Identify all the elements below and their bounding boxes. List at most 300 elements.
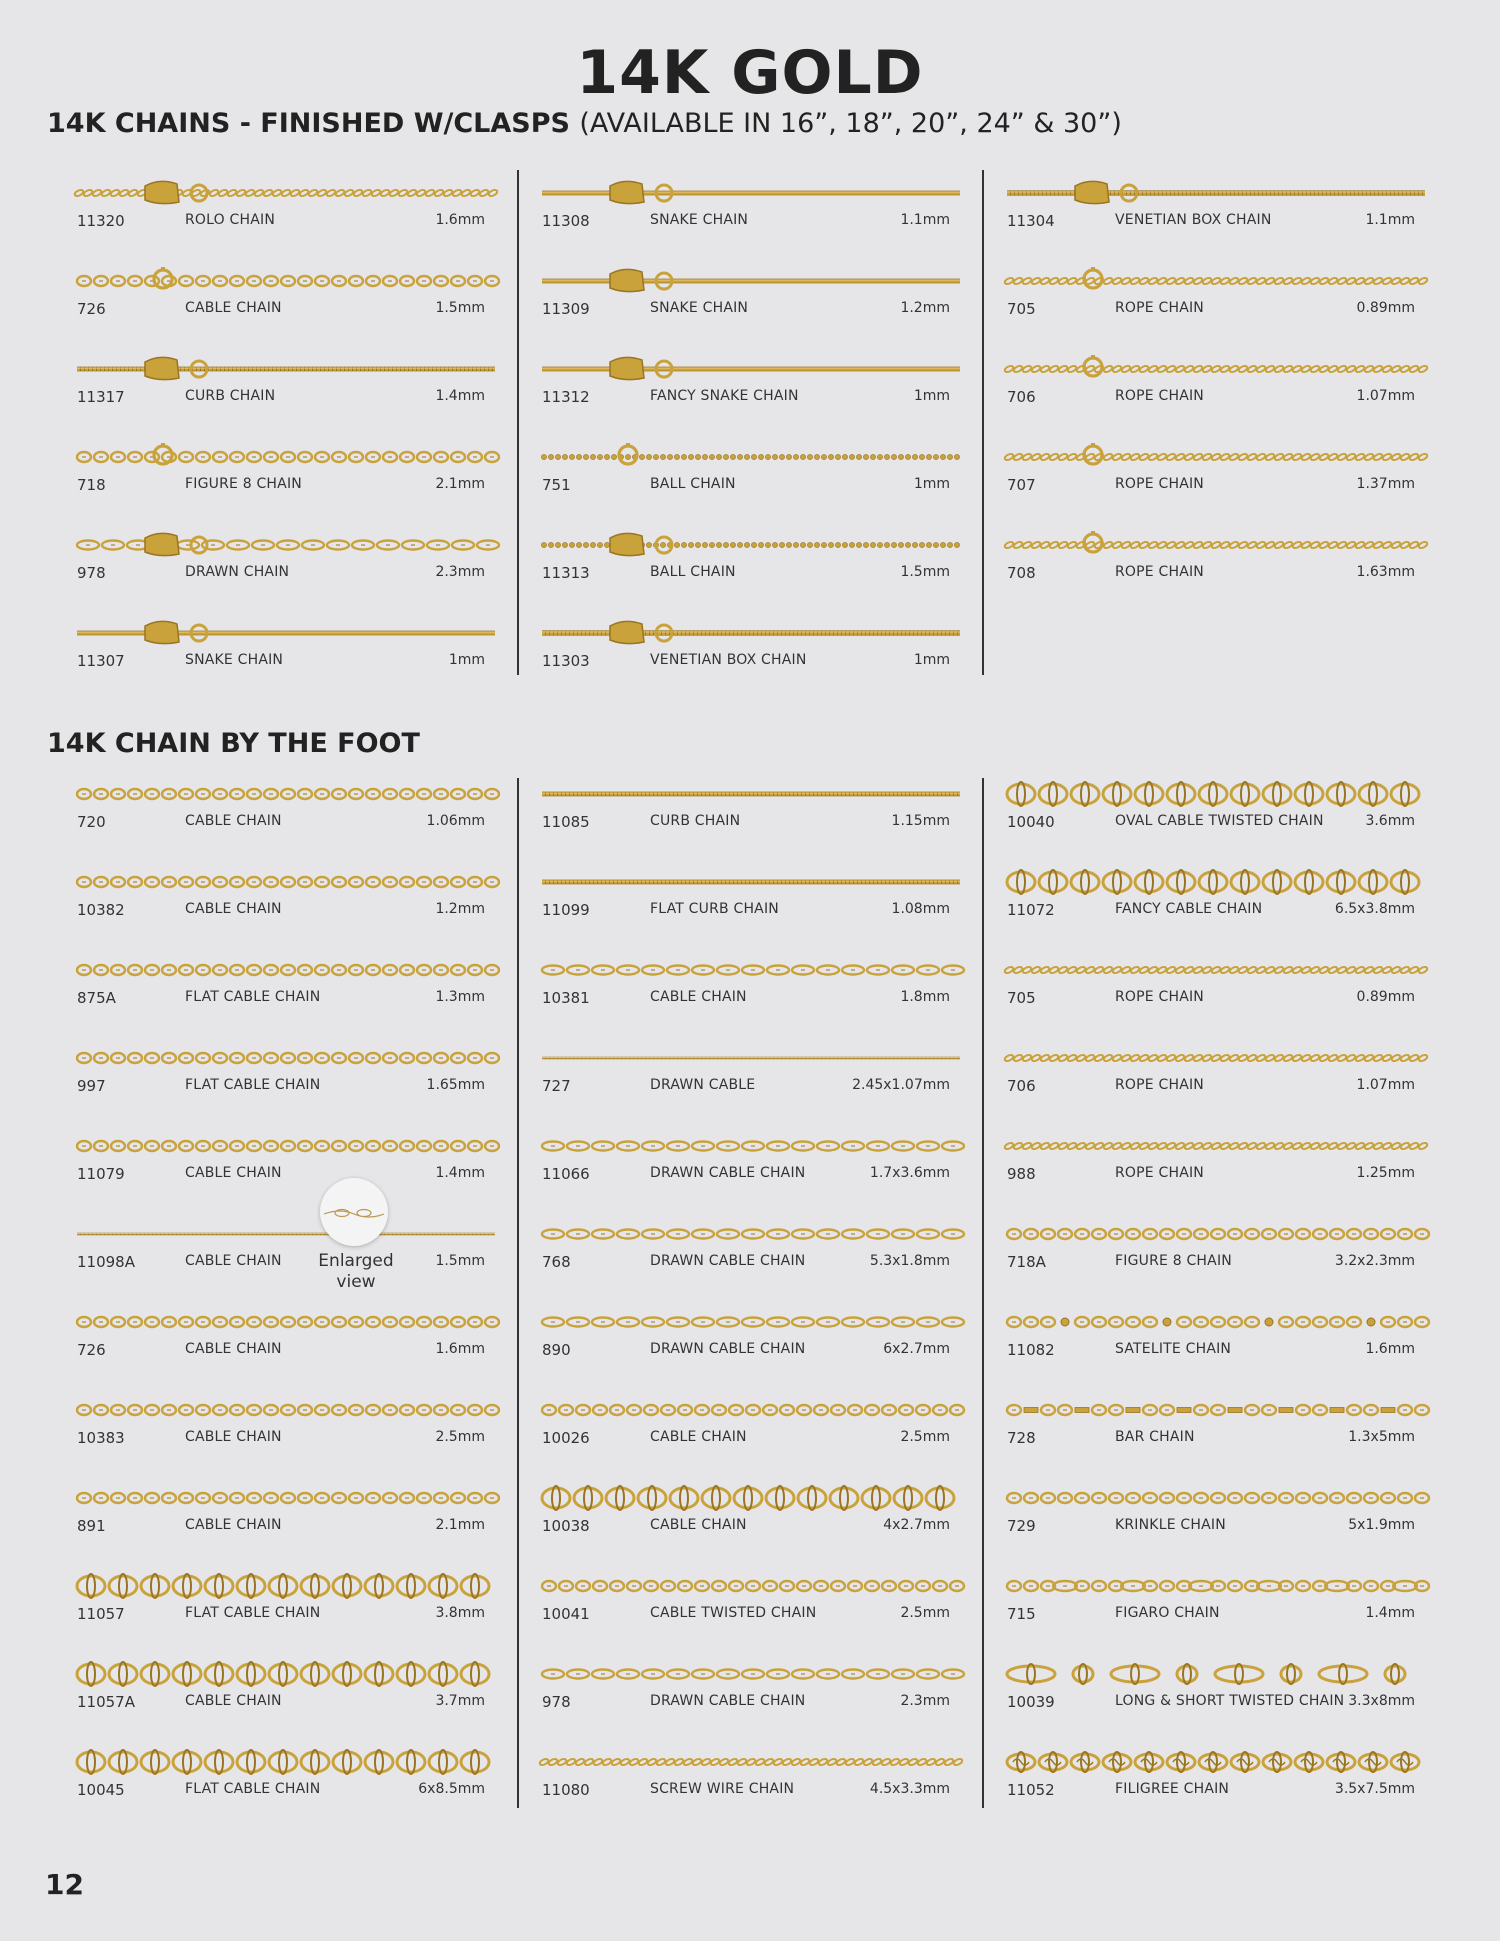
column-divider — [517, 778, 519, 1808]
chain-meta — [1005, 388, 1415, 410]
chain-size: 1.1mm — [900, 212, 950, 228]
chain-name: CURB CHAIN — [650, 813, 741, 829]
chain-item — [540, 1307, 970, 1367]
chain-code: 10382 — [77, 901, 125, 919]
chain-code: 729 — [1007, 1517, 1036, 1535]
chain-image — [1005, 1043, 1425, 1073]
chain-size: 3.3x8mm — [1348, 1693, 1415, 1709]
chain-size: 1.65mm — [426, 1077, 485, 1093]
chain-size: 1.8mm — [900, 989, 950, 1005]
chain-meta — [75, 564, 485, 586]
chain-meta — [75, 652, 485, 674]
chain-name: SNAKE CHAIN — [185, 652, 284, 668]
chain-size: 2.5mm — [900, 1429, 950, 1445]
chain-meta — [540, 212, 950, 234]
chain-image — [75, 266, 495, 296]
chain-code: 705 — [1007, 989, 1036, 1007]
section-heading-chain-by-foot: 14K CHAIN BY THE FOOT — [47, 728, 420, 759]
chain-item — [1005, 1659, 1435, 1719]
chain-meta — [1005, 1429, 1415, 1451]
chain-name: CABLE CHAIN — [185, 1517, 282, 1533]
chain-meta — [1005, 901, 1415, 923]
chain-name: ROPE CHAIN — [1115, 476, 1204, 492]
chain-name: CABLE CHAIN — [650, 1429, 747, 1445]
chain-item — [1005, 1747, 1435, 1807]
chain-meta — [540, 813, 950, 835]
chain-meta — [540, 1429, 950, 1451]
chain-image — [540, 1307, 960, 1337]
chain-name: FIGURE 8 CHAIN — [1115, 1253, 1232, 1269]
chain-size: 1.2mm — [435, 901, 485, 917]
chain-size: 1mm — [913, 388, 950, 404]
chain-name: SCREW WIRE CHAIN — [650, 1781, 795, 1797]
chain-meta — [1005, 813, 1415, 835]
chain-name: ROPE CHAIN — [1115, 989, 1204, 1005]
chain-image — [540, 1747, 960, 1777]
chain-code: 11057 — [77, 1605, 125, 1623]
chain-name: BALL CHAIN — [650, 476, 736, 492]
chain-meta — [75, 901, 485, 923]
chain-name: OVAL CABLE TWISTED CHAIN — [1115, 813, 1324, 829]
chain-code: 988 — [1007, 1165, 1036, 1183]
chain-image — [1005, 867, 1425, 897]
chain-meta — [75, 388, 485, 410]
chain-image — [75, 178, 495, 208]
chain-size: 6x8.5mm — [418, 1781, 485, 1797]
chain-meta — [75, 1077, 485, 1099]
chain-size: 1.3x5mm — [1348, 1429, 1415, 1445]
chain-image — [540, 1659, 960, 1689]
chain-meta — [75, 212, 485, 234]
chain-size: 1.4mm — [435, 1165, 485, 1181]
chain-meta — [540, 1693, 950, 1715]
chain-image — [75, 1043, 495, 1073]
chain-code: 11082 — [1007, 1341, 1055, 1359]
chain-code: 978 — [542, 1693, 571, 1711]
chain-name: CURB CHAIN — [185, 388, 276, 404]
chain-size: 1.5mm — [435, 300, 485, 316]
chain-name: ROPE CHAIN — [1115, 300, 1204, 316]
chain-name: DRAWN CABLE CHAIN — [650, 1693, 806, 1709]
chain-item — [540, 266, 970, 326]
chain-name: FLAT CABLE CHAIN — [185, 1781, 321, 1797]
chain-code: 11313 — [542, 564, 590, 582]
chain-code: 10039 — [1007, 1693, 1055, 1711]
chain-image — [1005, 442, 1425, 472]
chain-meta — [75, 476, 485, 498]
chain-size: 1.6mm — [435, 212, 485, 228]
chain-code: 10041 — [542, 1605, 590, 1623]
chain-meta — [1005, 1253, 1415, 1275]
chain-image — [75, 530, 495, 560]
chain-size: 2.1mm — [435, 476, 485, 492]
chain-name: KRINKLE CHAIN — [1115, 1517, 1226, 1533]
chain-size: 1.25mm — [1356, 1165, 1415, 1181]
chain-name: DRAWN CABLE CHAIN — [650, 1341, 806, 1357]
chain-code: 11304 — [1007, 212, 1055, 230]
chain-meta — [75, 300, 485, 322]
chain-size: 5x1.9mm — [1348, 1517, 1415, 1533]
chain-image — [75, 955, 495, 985]
chain-name: BALL CHAIN — [650, 564, 736, 580]
chain-name: ROPE CHAIN — [1115, 1077, 1204, 1093]
chain-item — [1005, 1571, 1435, 1631]
chain-size: 6.5x3.8mm — [1334, 901, 1415, 917]
chain-image — [75, 354, 495, 384]
chain-size: 3.5x7.5mm — [1334, 1781, 1415, 1797]
chain-meta — [1005, 989, 1415, 1011]
chain-code: 706 — [1007, 388, 1036, 406]
page-title: 14K GOLD — [576, 38, 924, 108]
chain-image — [1005, 1483, 1425, 1513]
chain-item — [540, 1659, 970, 1719]
chain-code: 11079 — [77, 1165, 125, 1183]
chain-item — [75, 354, 505, 414]
chain-meta — [75, 1253, 485, 1275]
enlarged-view-label: Enlarged view — [318, 1251, 394, 1292]
chain-item — [75, 1659, 505, 1719]
chain-item — [75, 266, 505, 326]
chain-name: CABLE CHAIN — [185, 1693, 282, 1709]
chain-code: 978 — [77, 564, 106, 582]
chain-size: 1mm — [913, 652, 950, 668]
chain-image — [540, 1219, 960, 1249]
chain-code: 11320 — [77, 212, 125, 230]
chain-code: 715 — [1007, 1605, 1036, 1623]
chain-image — [75, 1571, 495, 1601]
chain-image — [75, 1131, 495, 1161]
chain-name: CABLE CHAIN — [185, 1341, 282, 1357]
chain-item — [75, 1043, 505, 1103]
chain-item — [1005, 1131, 1435, 1191]
chain-size: 1.37mm — [1356, 476, 1415, 492]
chain-meta — [540, 1781, 950, 1803]
chain-size: 1.5mm — [900, 564, 950, 580]
chain-size: 1.6mm — [435, 1341, 485, 1357]
chain-size: 1.5mm — [435, 1253, 485, 1269]
chain-code: 718 — [77, 476, 106, 494]
chain-code: 728 — [1007, 1429, 1036, 1447]
chain-item — [540, 530, 970, 590]
chain-name: SNAKE CHAIN — [650, 212, 749, 228]
chain-item — [1005, 1043, 1435, 1103]
chain-item — [1005, 530, 1435, 590]
chain-size: 1.1mm — [1365, 212, 1415, 228]
chain-name: FLAT CURB CHAIN — [650, 901, 779, 917]
chain-meta — [540, 1165, 950, 1187]
chain-code: 10040 — [1007, 813, 1055, 831]
chain-item — [75, 530, 505, 590]
chain-code: 890 — [542, 1341, 571, 1359]
chain-meta — [540, 1077, 950, 1099]
chain-size: 2.3mm — [900, 1693, 950, 1709]
chain-item — [540, 1571, 970, 1631]
chain-image — [75, 1483, 495, 1513]
column-divider — [982, 170, 984, 675]
chain-code: 11307 — [77, 652, 125, 670]
chain-image — [1005, 530, 1425, 560]
chain-code: 727 — [542, 1077, 571, 1095]
chain-name: FLAT CABLE CHAIN — [185, 1077, 321, 1093]
chain-image — [540, 354, 960, 384]
chain-size: 2.3mm — [435, 564, 485, 580]
chain-size: 1.7x3.6mm — [869, 1165, 950, 1181]
chain-meta — [1005, 1077, 1415, 1099]
chain-name: CABLE CHAIN — [185, 1165, 282, 1181]
chain-item — [75, 1571, 505, 1631]
chain-image — [540, 955, 960, 985]
chain-meta — [1005, 1781, 1415, 1803]
chain-name: CABLE CHAIN — [185, 901, 282, 917]
chain-item — [75, 442, 505, 502]
chain-meta — [540, 388, 950, 410]
chain-meta — [540, 300, 950, 322]
chain-item — [1005, 442, 1435, 502]
chain-item — [75, 1747, 505, 1807]
chain-name: DRAWN CHAIN — [185, 564, 290, 580]
chain-image — [1005, 178, 1425, 208]
chain-item — [75, 779, 505, 839]
chain-code: 720 — [77, 813, 106, 831]
chain-meta — [540, 1605, 950, 1627]
chain-item — [540, 955, 970, 1015]
chain-item — [540, 779, 970, 839]
chain-code: 11052 — [1007, 1781, 1055, 1799]
chain-size: 1.4mm — [1365, 1605, 1415, 1621]
chain-name: FANCY CABLE CHAIN — [1115, 901, 1263, 917]
chain-name: VENETIAN BOX CHAIN — [1115, 212, 1272, 228]
chain-meta — [75, 1341, 485, 1363]
chain-meta — [1005, 564, 1415, 586]
chain-size: 3.7mm — [435, 1693, 485, 1709]
chain-code: 718A — [1007, 1253, 1046, 1271]
chain-meta — [75, 1781, 485, 1803]
chain-meta — [540, 1253, 950, 1275]
chain-size: 3.8mm — [435, 1605, 485, 1621]
chain-name: LONG & SHORT TWISTED CHAIN — [1115, 1693, 1345, 1709]
chain-size: 2.5mm — [900, 1605, 950, 1621]
chain-name: FANCY SNAKE CHAIN — [650, 388, 799, 404]
chain-image — [1005, 266, 1425, 296]
chain-image — [75, 1659, 495, 1689]
chain-meta — [1005, 1165, 1415, 1187]
chain-item — [540, 1219, 970, 1279]
chain-image — [1005, 1395, 1425, 1425]
chain-meta — [540, 1341, 950, 1363]
chain-item — [1005, 266, 1435, 326]
chain-name: CABLE CHAIN — [185, 1429, 282, 1445]
chain-image — [1005, 955, 1425, 985]
chain-meta — [1005, 476, 1415, 498]
chain-name: FIGARO CHAIN — [1115, 1605, 1220, 1621]
chain-code: 997 — [77, 1077, 106, 1095]
chain-code: 10026 — [542, 1429, 590, 1447]
chain-meta — [1005, 1517, 1415, 1539]
chain-size: 1mm — [448, 652, 485, 668]
chain-meta — [540, 652, 950, 674]
chain-name: DRAWN CABLE CHAIN — [650, 1253, 806, 1269]
chain-size: 1.3mm — [435, 989, 485, 1005]
chain-code: 11080 — [542, 1781, 590, 1799]
chain-size: 1.08mm — [891, 901, 950, 917]
enlarged-view-magnifier — [320, 1178, 388, 1246]
chain-meta — [540, 564, 950, 586]
chain-size: 5.3x1.8mm — [869, 1253, 950, 1269]
chain-code: 10038 — [542, 1517, 590, 1535]
chain-image — [540, 1131, 960, 1161]
chain-meta — [540, 901, 950, 923]
chain-code: 11098A — [77, 1253, 135, 1271]
chain-item — [75, 1307, 505, 1367]
chain-size: 2.45x1.07mm — [852, 1077, 950, 1093]
chain-size: 0.89mm — [1356, 300, 1415, 316]
chain-code: 751 — [542, 476, 571, 494]
chain-item — [1005, 955, 1435, 1015]
chain-code: 705 — [1007, 300, 1036, 318]
chain-image — [540, 1395, 960, 1425]
chain-image — [540, 1043, 960, 1073]
chain-size: 1.15mm — [891, 813, 950, 829]
chain-image — [75, 779, 495, 809]
chain-size: 1mm — [913, 476, 950, 492]
chain-name: CABLE CHAIN — [185, 300, 282, 316]
chain-item — [75, 1131, 505, 1191]
chain-code: 706 — [1007, 1077, 1036, 1095]
chain-image — [1005, 1571, 1425, 1601]
page-number: 12 — [45, 1868, 84, 1901]
chain-meta — [75, 1429, 485, 1451]
chain-meta — [75, 989, 485, 1011]
chain-item — [1005, 779, 1435, 839]
chain-image — [540, 618, 960, 648]
chain-item — [1005, 354, 1435, 414]
chain-image — [75, 442, 495, 472]
chain-image — [1005, 1219, 1425, 1249]
chain-code: 891 — [77, 1517, 106, 1535]
chain-code: 11308 — [542, 212, 590, 230]
chain-item — [75, 1483, 505, 1543]
chain-code: 11099 — [542, 901, 590, 919]
chain-size: 1.2mm — [900, 300, 950, 316]
chain-item — [540, 354, 970, 414]
column-divider — [517, 170, 519, 675]
chain-size: 3.6mm — [1365, 813, 1415, 829]
chain-image — [540, 178, 960, 208]
chain-code: 726 — [77, 1341, 106, 1359]
chain-item — [75, 618, 505, 678]
chain-image — [540, 530, 960, 560]
chain-item — [75, 178, 505, 238]
chain-meta — [1005, 1341, 1415, 1363]
chain-image — [75, 618, 495, 648]
chain-size: 2.5mm — [435, 1429, 485, 1445]
chain-image — [1005, 1131, 1425, 1161]
chain-name: VENETIAN BOX CHAIN — [650, 652, 807, 668]
chain-code: 11317 — [77, 388, 125, 406]
chain-name: SNAKE CHAIN — [650, 300, 749, 316]
chain-name: CABLE CHAIN — [650, 989, 747, 1005]
chain-meta — [540, 989, 950, 1011]
chain-image — [540, 1571, 960, 1601]
chain-image — [540, 266, 960, 296]
chain-name: CABLE CHAIN — [185, 813, 282, 829]
chain-item — [1005, 178, 1435, 238]
chain-name: ROPE CHAIN — [1115, 388, 1204, 404]
chain-code: 708 — [1007, 564, 1036, 582]
chain-image — [540, 442, 960, 472]
chain-item — [1005, 1483, 1435, 1543]
chain-meta — [540, 476, 950, 498]
chain-item — [1005, 1395, 1435, 1455]
chain-code: 726 — [77, 300, 106, 318]
chain-image — [75, 1395, 495, 1425]
chain-item — [540, 1131, 970, 1191]
chain-size: 6x2.7mm — [883, 1341, 950, 1357]
chain-meta — [1005, 212, 1415, 234]
chain-size: 1.07mm — [1356, 1077, 1415, 1093]
chain-image — [540, 1483, 960, 1513]
chain-name: CABLE CHAIN — [650, 1517, 747, 1533]
chain-item — [540, 867, 970, 927]
chain-image — [75, 1747, 495, 1777]
chain-code: 11303 — [542, 652, 590, 670]
chain-image — [540, 779, 960, 809]
chain-code: 11085 — [542, 813, 590, 831]
chain-code: 11312 — [542, 388, 590, 406]
chain-code: 10383 — [77, 1429, 125, 1447]
chain-meta — [1005, 1693, 1415, 1715]
chain-image — [75, 1219, 495, 1249]
chain-item — [75, 1219, 505, 1279]
chain-code: 10045 — [77, 1781, 125, 1799]
chain-name: BAR CHAIN — [1115, 1429, 1195, 1445]
chain-size: 4.5x3.3mm — [869, 1781, 950, 1797]
section-heading-text: 14K CHAINS - FINISHED W/CLASPS — [47, 108, 570, 139]
chain-name: FLAT CABLE CHAIN — [185, 989, 321, 1005]
chain-item — [540, 1483, 970, 1543]
chain-item — [540, 178, 970, 238]
chain-item — [1005, 1307, 1435, 1367]
chain-size: 1.07mm — [1356, 388, 1415, 404]
chain-item — [540, 442, 970, 502]
chain-size: 3.2x2.3mm — [1334, 1253, 1415, 1269]
chain-item — [540, 1395, 970, 1455]
chain-image — [1005, 779, 1425, 809]
chain-image — [1005, 1747, 1425, 1777]
chain-item — [540, 1043, 970, 1103]
chain-code: 11309 — [542, 300, 590, 318]
chain-code: 10381 — [542, 989, 590, 1007]
chain-code: 11072 — [1007, 901, 1055, 919]
chain-name: DRAWN CABLE CHAIN — [650, 1165, 806, 1181]
chain-name: FILIGREE CHAIN — [1115, 1781, 1230, 1797]
chain-code: 11066 — [542, 1165, 590, 1183]
chain-item — [75, 1395, 505, 1455]
chain-name: FIGURE 8 CHAIN — [185, 476, 302, 492]
chain-meta — [75, 1693, 485, 1715]
chain-name: FLAT CABLE CHAIN — [185, 1605, 321, 1621]
chain-image — [1005, 1659, 1425, 1689]
column-divider — [982, 778, 984, 1808]
section-subheading: (AVAILABLE IN 16”, 18”, 20”, 24” & 30”) — [579, 108, 1122, 139]
chain-size: 4x2.7mm — [883, 1517, 950, 1533]
chain-size: 1.6mm — [1365, 1341, 1415, 1357]
chain-code: 875A — [77, 989, 116, 1007]
chain-image — [1005, 354, 1425, 384]
chain-name: CABLE TWISTED CHAIN — [650, 1605, 817, 1621]
chain-item — [75, 955, 505, 1015]
chain-image — [75, 1307, 495, 1337]
